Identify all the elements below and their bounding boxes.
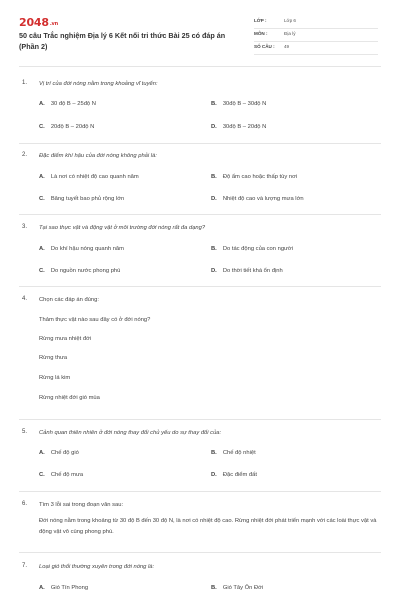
option-b[interactable] [211, 101, 266, 107]
option-letter: D. [211, 472, 217, 478]
option-letter: D. [211, 196, 217, 202]
option-letter: B. [211, 174, 217, 180]
question-text: Loại gió thổi thường xuyên trong đới nóng là: [39, 564, 155, 570]
option-text: Độ ẩm cao hoặc thấp tùy nơi [222, 174, 298, 180]
question-number: 5. [22, 429, 28, 435]
option-text: Băng tuyết bao phủ rộng lớn [50, 196, 125, 202]
option-text: 20độ B – 20độ N [50, 124, 95, 130]
meta-value: 49 [284, 44, 290, 49]
option-letter: A. [39, 450, 45, 456]
question-number: 6. [22, 501, 28, 507]
option-d[interactable] [211, 472, 257, 478]
option-letter: C. [39, 124, 45, 130]
option-text: Chế độ gió [50, 450, 79, 456]
option-c[interactable] [39, 472, 83, 478]
divider [19, 491, 381, 492]
option-b[interactable] [211, 450, 256, 456]
question-text: Chọn các đáp án đúng: [39, 297, 99, 303]
option-a[interactable] [39, 101, 96, 107]
choice-item[interactable]: Rừng mưa nhiệt đới [39, 336, 92, 342]
site-logo[interactable] [19, 16, 58, 29]
choice-item[interactable]: Rừng lá kim [39, 375, 71, 381]
option-letter: D. [211, 124, 217, 130]
option-text: Nhiệt độ cao và lượng mưa lớn [222, 196, 304, 202]
option-text: Do thời tiết khá ổn định [222, 268, 283, 274]
option-c[interactable] [39, 268, 120, 274]
option-letter: A. [39, 101, 45, 107]
meta-value: Địa lý [284, 31, 296, 36]
option-text: Do tác động của con người [222, 246, 294, 252]
option-letter: B. [211, 585, 217, 591]
logo-tld: .vn [49, 21, 58, 27]
divider [19, 143, 381, 144]
option-text: Do khí hậu nóng quanh năm [50, 246, 124, 252]
option-d[interactable] [211, 196, 304, 202]
question-number: 2. [22, 152, 28, 158]
question-prompt: Thảm thực vật nào sau đây có ở đới nóng? [39, 317, 151, 323]
option-b[interactable] [211, 174, 297, 180]
question-text: Vị trí của đới nóng nằm trong khoảng vĩ tuyến: [39, 81, 158, 87]
option-text: Đặc điểm đất [222, 472, 257, 478]
option-letter: A. [39, 174, 45, 180]
option-text: 30độ B – 30độ N [222, 101, 267, 107]
question-text: Tìm 3 lỗi sai trong đoạn văn sau: [39, 502, 124, 508]
question-3 [22, 224, 382, 284]
meta-row-count [254, 43, 378, 55]
page-title: 50 câu Trắc nghiệm Địa lý 6 Kết nối tri thức Bài 25 có đáp án (Phần 2) [19, 31, 226, 51]
option-letter: A. [39, 246, 45, 252]
meta-value: Lớp 6 [284, 18, 296, 23]
question-number: 7. [22, 563, 28, 569]
meta-box [254, 17, 378, 56]
question-text: Đặc điểm khí hậu của đới nóng không phải là: [39, 153, 157, 159]
option-text: Chế độ nhiệt [222, 450, 256, 456]
choice-item[interactable]: Rừng nhiệt đới gió mùa [39, 395, 100, 401]
question-5 [22, 429, 382, 489]
question-number: 1. [22, 80, 28, 86]
question-7 [22, 563, 382, 600]
option-letter: A. [39, 585, 45, 591]
option-b[interactable] [211, 246, 293, 252]
divider [19, 419, 381, 420]
logo-text: 2048 [19, 16, 49, 29]
option-letter: B. [211, 101, 217, 107]
option-letter: B. [211, 450, 217, 456]
question-6 [22, 501, 382, 549]
option-letter: D. [211, 268, 217, 274]
option-letter: C. [39, 472, 45, 478]
question-number: 3. [22, 224, 28, 230]
option-a[interactable] [39, 450, 79, 456]
option-b[interactable] [211, 585, 263, 591]
option-text: Gió Tây Ôn Đới [222, 585, 264, 591]
question-2 [22, 152, 382, 212]
option-letter: C. [39, 196, 45, 202]
meta-row-subject [254, 30, 378, 42]
question-text: Tại sao thực vật và động vật ở môi trường đới nóng rất đa dạng? [39, 225, 206, 231]
divider [19, 66, 381, 67]
divider [19, 286, 381, 287]
option-a[interactable] [39, 246, 124, 252]
option-text: Do nguồn nước phong phú [50, 268, 121, 274]
option-text: 30 độ B – 25độ N [50, 101, 96, 107]
option-c[interactable] [39, 196, 124, 202]
option-c[interactable] [39, 124, 94, 130]
question-text: Cảnh quan thiên nhiên ở đới nóng thay đổi chủ yếu do sự thay đổi của: [39, 430, 222, 436]
option-text: 30độ B – 20độ N [222, 124, 267, 130]
meta-row-class [254, 17, 378, 29]
option-letter: B. [211, 246, 217, 252]
option-d[interactable] [211, 268, 283, 274]
option-text: Chế độ mưa [50, 472, 84, 478]
meta-label: LỚP : [254, 18, 267, 23]
meta-label: SỐ CÂU : [254, 44, 275, 49]
question-paragraph: Đới nóng nằm trong khoảng từ 30 độ B đến 30 độ N, là nơi có nhiệt độ cao. Rừng nhiệt đới phát triển mạnh với các loài thực vật và động vật vô cùng phong phú. [39, 518, 377, 535]
choice-item[interactable]: Rừng thưa [39, 355, 68, 361]
option-a[interactable] [39, 174, 139, 180]
question-4 [22, 296, 382, 416]
option-d[interactable] [211, 124, 266, 130]
question-1 [22, 80, 382, 140]
option-text: Là nơi có nhiệt độ cao quanh năm [50, 174, 139, 180]
option-text: Gió Tín Phong [50, 585, 89, 591]
meta-label: MÔN : [254, 31, 268, 36]
divider [19, 552, 381, 553]
option-a[interactable] [39, 585, 88, 591]
question-number: 4. [22, 296, 28, 302]
divider [19, 214, 381, 215]
option-letter: C. [39, 268, 45, 274]
